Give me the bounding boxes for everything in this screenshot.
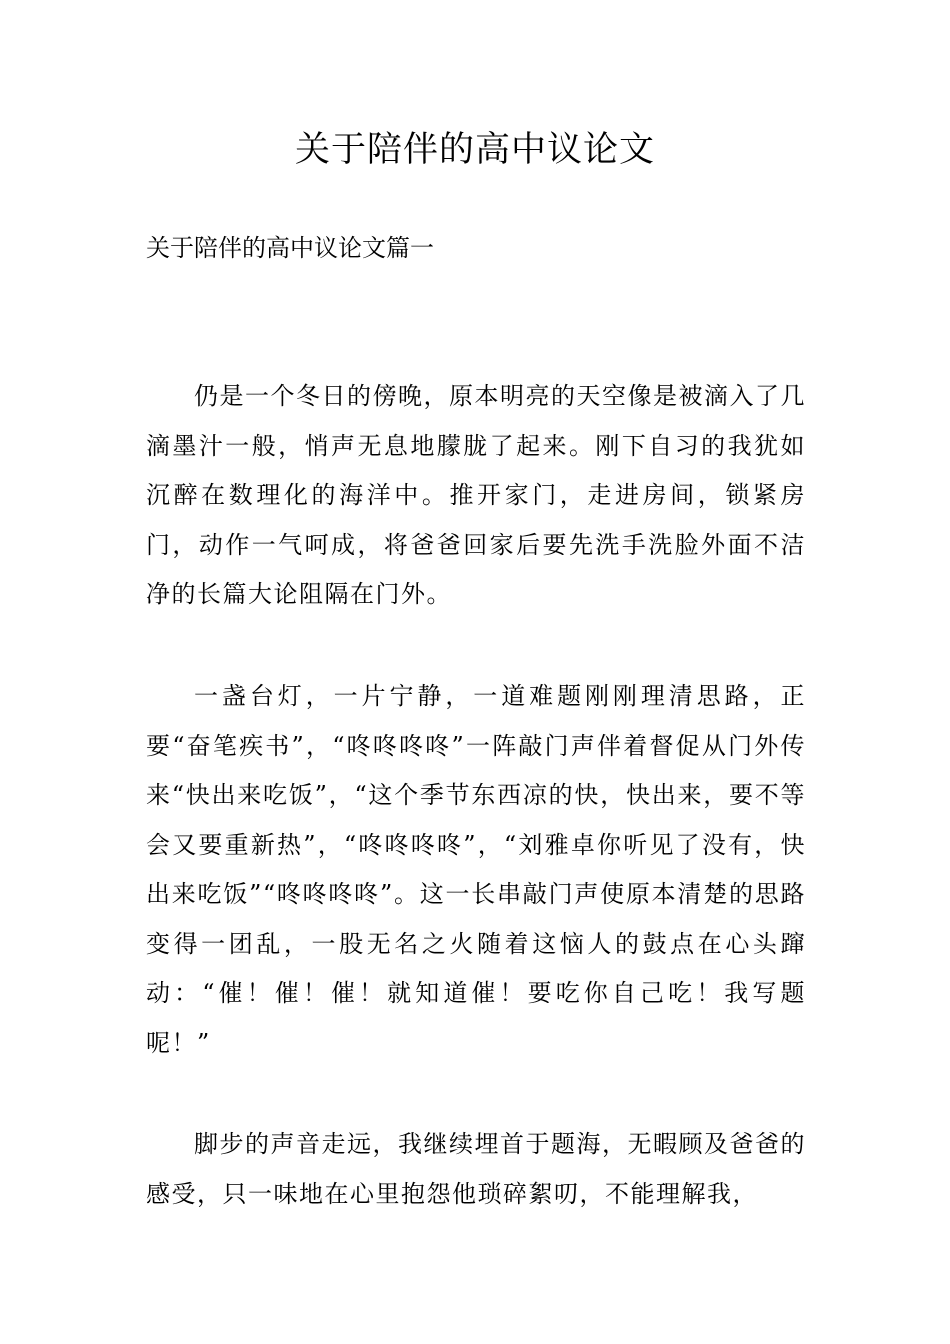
paragraph-1: 仍是一个冬日的傍晚，原本明亮的天空像是被滴入了几滴墨汁一般，悄声无息地朦胧了起来。刚下自习的我犹如沉醉在数理化的海洋中。推开家门，走进房间，锁紧房门，动作一气呵成，将爸爸回家后要先洗手洗脸外面不洁净的长篇大论阻隔在门外。 xyxy=(146,382,806,608)
document-title: 关于陪伴的高中议论文 xyxy=(294,130,655,170)
paragraph-3: 脚步的声音走远，我继续埋首于题海，无暇顾及爸爸的感受，只一味地在心里抱怨他琐碎絮叨，不能理解我， xyxy=(146,1130,806,1208)
section-heading: 关于陪伴的高中议论文篇一 xyxy=(146,234,434,262)
paragraph-2: 一盏台灯，一片宁静，一道难题刚刚理清思路，正要“奋笔疾书”，“咚咚咚咚”一阵敲门声伴着督促从门外传来“快出来吃饭”，“这个季节东西凉的快，快出来，要不等会又要重新热”，“咚咚咚咚”，“刘雅卓你听见了没有，快出来吃饭”“咚咚咚咚”。这一长串敲门声使原本清楚的思路变得一团乱，一股无名之火随着这恼人的鼓点在心头蹿动：“催！催！催！就知道催！要吃你自己吃！我写题呢！” xyxy=(146,682,806,1057)
